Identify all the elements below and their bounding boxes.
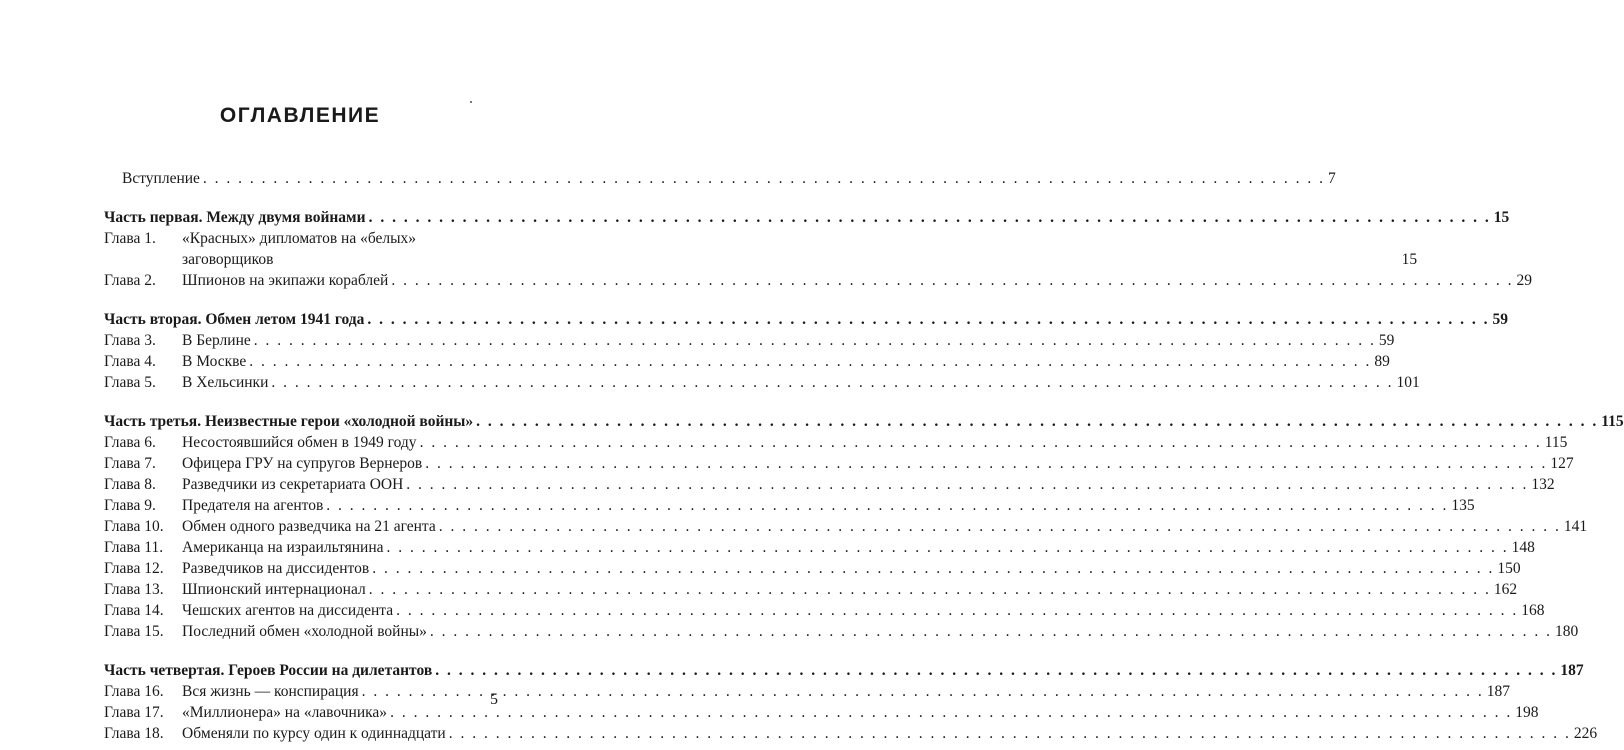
part-title: Часть третья. Неизвестные герои «холодной войны» [104, 413, 474, 430]
chapter-title: Последний обмен «холодной войны» [182, 623, 427, 640]
toc-chapter-2[interactable] [104, 270, 1532, 291]
dot-leader [369, 579, 1491, 600]
part-title: Часть четвертая. Героев России на дилетантов [104, 662, 433, 679]
toc-chapter-7[interactable] [104, 453, 1574, 474]
chapter-title: «Красных» дипломатов на «белых» [182, 230, 417, 247]
toc-chapter-5[interactable] [104, 372, 1420, 393]
toc-chapter-9[interactable] [104, 495, 1475, 516]
chapter-page: 115 [1544, 434, 1568, 451]
chapter-label: Глава 18. [104, 725, 164, 742]
toc-intro-title: Вступление [122, 170, 200, 187]
chapter-label: Глава 1. [104, 230, 156, 247]
toc-chapter-16[interactable] [104, 681, 1510, 702]
chapter-label: Глава 3. [104, 332, 156, 349]
toc-part-4[interactable] [104, 660, 1584, 681]
toc-chapter-3[interactable] [104, 330, 1395, 351]
chapter-page: 101 [1396, 374, 1420, 391]
chapter-label: Глава 13. [104, 581, 164, 598]
dot-leader [362, 681, 1484, 702]
chapter-title: В Москве [182, 353, 247, 370]
dot-leader [430, 621, 1552, 642]
chapter-label: Глава 11. [104, 539, 164, 556]
dot-leader [254, 330, 1376, 351]
page-number: 5 [490, 691, 498, 708]
table-of-contents [104, 168, 1624, 744]
chapter-page: 162 [1493, 581, 1518, 598]
dot-leader [435, 660, 1557, 681]
dot-leader [249, 351, 1371, 372]
toc-part-3[interactable] [104, 411, 1624, 432]
chapter-label: Глава 17. [104, 704, 164, 721]
toc-intro-page: 7 [1328, 170, 1336, 187]
toc-chapter-14[interactable] [104, 600, 1545, 621]
dot-leader [406, 474, 1528, 495]
chapter-page: 59 [1378, 332, 1395, 349]
chapter-page: 127 [1550, 455, 1574, 472]
chapter-label: Глава 6. [104, 434, 156, 451]
dot-leader [396, 600, 1518, 621]
part-title: Часть первая. Между двумя войнами [104, 209, 366, 226]
chapter-title: Чешских агентов на диссидента [182, 602, 394, 619]
dot-leader [387, 537, 1509, 558]
page-title: ОГЛАВЛЕНИЕ [219, 104, 381, 127]
chapter-title: Разведчиков на диссидентов [182, 560, 370, 577]
chapter-label: Глава 8. [104, 476, 156, 493]
chapter-title: Предателя на агентов [182, 497, 324, 514]
part-page: 187 [1560, 662, 1584, 679]
chapter-title: Обменяли по курсу один к одиннадцати [182, 725, 446, 742]
chapter-page: 29 [1516, 272, 1532, 289]
dot-leader [326, 495, 1448, 516]
chapter-page: 168 [1521, 602, 1545, 619]
chapter-title: Вся жизнь — конспирация [182, 683, 359, 700]
part-page: 15 [1493, 209, 1510, 226]
chapter-label: Глава 15. [104, 623, 164, 640]
toc-part-2[interactable] [104, 309, 1508, 330]
toc-chapter-8[interactable] [104, 474, 1555, 495]
dot-leader [203, 168, 1325, 189]
dot-leader [420, 432, 1542, 453]
chapter-title: В Берлине [182, 332, 251, 349]
dot-leader [369, 207, 1491, 228]
chapter-label: Глава 16. [104, 683, 164, 700]
dot-leader [476, 411, 1598, 432]
part-title: Часть вторая. Обмен летом 1941 года [104, 311, 365, 328]
toc-chapter-12[interactable] [104, 558, 1521, 579]
chapter-title: Офицера ГРУ на супругов Вернеров [182, 455, 423, 472]
chapter-title: Несостоявшийся обмен в 1949 году [182, 434, 417, 451]
chapter-page: 150 [1497, 560, 1521, 577]
toc-part-1[interactable] [104, 207, 1510, 228]
chapter-title: В Хельсинки [182, 374, 269, 391]
toc-chapter-11[interactable] [104, 537, 1535, 558]
chapter-page: 226 [1573, 725, 1598, 742]
chapter-page: 15 [1401, 251, 1418, 268]
chapter-page: 135 [1451, 497, 1475, 514]
part-page: 59 [1492, 311, 1508, 328]
chapter-title: Шпионов на экипажи кораблей [182, 272, 389, 289]
toc-chapter-4[interactable] [104, 351, 1390, 372]
page-mark [470, 101, 472, 103]
chapter-page: 198 [1515, 704, 1539, 721]
toc-chapter-6[interactable] [104, 432, 1568, 453]
chapter-page: 148 [1511, 539, 1535, 556]
dot-leader [271, 372, 1393, 393]
chapter-label: Глава 12. [104, 560, 164, 577]
dot-leader [439, 516, 1561, 537]
toc-intro[interactable] [104, 168, 1336, 189]
chapter-label: Глава 5. [104, 374, 156, 391]
dot-leader [425, 453, 1547, 474]
toc-chapter-1[interactable] [104, 228, 1418, 270]
dot-leader [391, 270, 1513, 291]
toc-chapter-10[interactable] [104, 516, 1588, 537]
chapter-title: Американца на израильтянина [182, 539, 384, 556]
chapter-title: Разведчики из секретариата ООН [182, 476, 404, 493]
chapter-label: Глава 14. [104, 602, 164, 619]
dot-leader [449, 723, 1571, 744]
dot-leader [367, 309, 1489, 330]
chapter-label: Глава 9. [104, 497, 156, 514]
chapter-title-cont: заговорщиков [182, 251, 274, 268]
chapter-title: «Миллионера» на «лавочника» [182, 704, 388, 721]
chapter-title: Обмен одного разведчика на 21 агента [182, 518, 436, 535]
dot-leader [372, 558, 1494, 579]
chapter-page: 132 [1531, 476, 1555, 493]
dot-leader [390, 702, 1512, 723]
chapter-label: Глава 2. [104, 272, 156, 289]
chapter-page: 180 [1555, 623, 1579, 640]
toc-chapter-18[interactable] [104, 723, 1598, 744]
chapter-label: Глава 10. [104, 518, 164, 535]
toc-chapter-13[interactable] [104, 579, 1518, 600]
chapter-label: Глава 7. [104, 455, 156, 472]
toc-chapter-15[interactable] [104, 621, 1579, 642]
toc-chapter-17[interactable] [104, 702, 1539, 723]
chapter-label: Глава 4. [104, 353, 156, 370]
chapter-page: 89 [1374, 353, 1390, 370]
chapter-title: Шпионский интернационал [182, 581, 366, 598]
chapter-page: 141 [1563, 518, 1588, 535]
part-page: 115 [1601, 413, 1624, 430]
chapter-page: 187 [1486, 683, 1510, 700]
